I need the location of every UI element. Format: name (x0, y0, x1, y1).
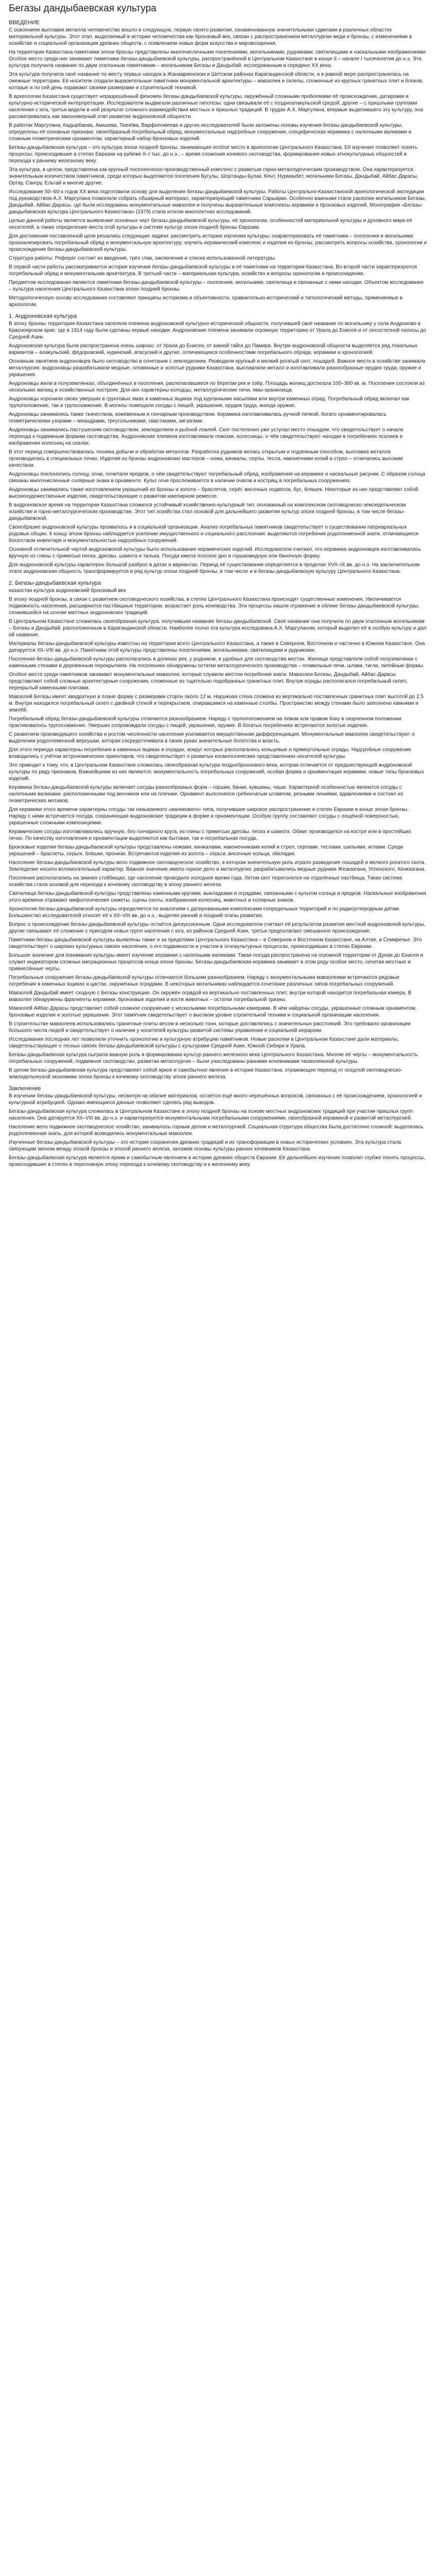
document-section (9, 921, 427, 1019)
paragraph: Поселения бегазы-дандыбаевской культуры располагались в долинах рек, у родников, в удобных для скотоводства местах. Жилища представляли собой полуземлянки с каменными стенами и деревянным перекрытием. На поселениях обнаружены остатки металлургического производства – плавильные печи, шлаки, тигли, литейные формы. (9, 656, 425, 669)
paragraph: Своеобразие андроновской культуры проявилось и в социальной организации. Анализ погребальных памятников свидетельствует о существовании патриархальных родовых общин. К концу эпохи бронзы наблюдается усиление имущественного и социального расслоения: выделяются погребения родоплеменной знати, отличающиеся богатством инвентаря и монументальностью надгробных сооружений. (9, 524, 418, 544)
paragraph: Население бегазы-дандыбаевской культуры вело подвижное скотоводческое хозяйство, в котором значительную роль играло разведение лошадей и мелкого рогатого скота. Земледелие носило вспомогательный характер. Важное значение имело горное дело и металлургия: разрабатывались медные рудники Жезказгана, Успенского, Кенказгана. (9, 860, 426, 872)
paragraph: Бегазы-дандыбаевская культура сыграла важную роль в формировании культур раннего железного века Центрального Казахстана. Многие её черты – монументальность погребальных сооружений, подвижное скотоводство, развитая металлургия – были унаследованы ранними кочевниками тасмолинской культуры. (9, 1052, 418, 1064)
document-section (9, 784, 427, 919)
paragraph: Население вело подвижное скотоводческое хозяйство, занималось горным делом и металлургией. Социальная структура общества была достаточно сложной: выделялась родоплеменная знать, для которой возводились монументальные мавзолеи. (9, 1124, 424, 1137)
paragraph: Андроновцы хоронили своих умерших в грунтовых ямах и каменных ящиках под курганными насыпями или внутри каменных оград. Погребальный обряд включал как трупоположение, так и трупосожжение. В могилы помещали сосуды с пищей, украшения, орудия труда, иногда оружие. (9, 396, 410, 409)
paragraph: Погребальный обряд бегазы-дандыбаевской культуры отличается разнообразием. Наряду с трупоположением на левом или правом боку в скорченном положении практиковалось трупосожжение. Умерших сопровождали сосуды с пищей, украшения, оружие. В богатых погребениях встречаются золотые изделия. (9, 716, 402, 728)
paragraph: Целью данной работы является выявление основных черт бегазы-дандыбаевской культуры, её хронологии, особенностей материальной культуры и духовного мира её носителей, а также определение места этой культуры в системе культур эпохи поздней бронзы Евразии. (9, 218, 412, 230)
paragraph: Большое значение для понимания культуры имеет изучение керамики с налепными валиками. Такая посуда распространена на огромной территории от Дуная до Енисея и служит индикатором сложных миграционных процессов конца эпохи бронзы. Бегазы-дандыбаевская керамика занимает в этом ряду особое место, сочетая местные и привнесённые черты. (9, 953, 423, 972)
paragraph: Андроновцы занимались пастушеским скотоводством, земледелием и рыбной ловлей. Скот постепенно уже уступал место лошадям, что свидетельствует о начале перехода к подвижным формам скотоводства. Андроновские племена изготавливали повозки, колесницы, о чём свидетельствуют находки в погребениях псалиев и изображения колесниц на скалах. (9, 427, 404, 446)
paragraph: Бегазы-дандыбаевская культура является ярким и самобытным явлением в истории древних обществ Евразии. Её дальнейшее изучение позволит глубже понять процессы, происходившие в степях в переломную эпоху перехода к кочевому скотоводству и к железному веку. (9, 1155, 425, 1167)
paragraph: Исследование 50–60-х годов XX века подготовили основу для выделения бегазы-дандыбаевской культуры. Работы Центрально-Казахстанской археологической экспедиции под руководством А.Х. Маргулана позволили собрать обширный материал, характеризующий памятники Сарыарки. Особенно важными стали раскопки могильников Бегазы, Дандыбай, Айбас-Дарасы, где были исследованы монументальные мавзолеи и получены выразительные комплексы керамики и бронзовых изделий. Монография «Бегазы-дандыбаевская культура Центрального Казахстана» (1979) стала итогом многолетних исследований. (9, 189, 426, 215)
paragraph: В изучении бегазы-дандыбаевской культуры, несмотря на обилие материалов, остаётся ещё много нерешённых вопросов, связанных с её происхождением, хронологией и культурной атрибуцией. Однако имеющиеся данные позволяют сделать ряд выводов. (9, 1093, 422, 1106)
paragraph: Вопрос о происхождении бегазы-дандыбаевской культуры остаётся дискуссионным. Одни исследователи считают её результатом развития местной андроновской культуры, другие связывают её сложение с приходом новых групп населения с юга, из районов Средней Азии, третьи предполагают смешанное происхождение. (9, 922, 426, 934)
paragraph: Методологическую основу исследования составляют принципы историзма и объективности, сравнительно-исторический и типологический методы, применяемые в археологии. (9, 295, 403, 308)
paragraph: В андроновское время на территории Казахстана сложился устойчивый хозяйственно-культурный тип, основанный на комплексном скотоводческо-земледельческом хозяйстве и горно-металлургическом производстве. Этот тип хозяйства стал основой для дальнейшего развития культур эпохи поздней бронзы, в том числе бегазы-дандыбаевской. (9, 502, 406, 521)
paragraph: С освоением выплавки металла человечество вошло в следующую, первую своего развития, ознаменованную значительными сдвигами в различных областях материальной культуры. Этот этап, выделяемый в истории человечества как бронзовый век, связан с распространением металлургии меди и бронзы, с изменениями в хозяйстве и социальной организации древних обществ, с появлением новых форм искусства и мировоззрения. (9, 27, 412, 46)
paragraph: На территории Казахстана памятники эпохи бронзы представлены многочисленными поселениями, могильниками, рудниками, святилищами и наскальными изображениями. Особое место среди них занимают памятники бегазы-дандыбаевской культуры, распространённой в Центральном Казахстане в конце II – начале I тысячелетия до н.э. Эта культура получила название по двум эталонным памятникам – могильникам Бегазы и Дандыбай, исследованным в середине XX века. (9, 49, 427, 69)
paragraph: Андроновцы поклонялись солнцу, огню, почитали предков, о чём свидетельствуют погребальный обряд, изображения на керамике и наскальные рисунки. С образом солнца связаны многочисленные солярные знаки в орнаменте. Культ огня прослеживается в наличии очагов и кострищ в погребальных сооружениях. (9, 471, 425, 484)
paragraph: В первой части работы рассматривается история изучения бегазы-дандыбаевской культуры и её памятники на территории Казахстана. Во второй части характеризуются погребальный обряд и монументальная архитектура. В третьей части – материальная культура, хозяйство и вопросы хронологии и происхождения. (9, 264, 417, 277)
paragraph: Эта культура, в целом, представлена как крупный поселенческо-производственный комплекс с развитым горно-металлургическим производством. Она характеризуется значительным количеством памятников, среди которых выделяются поселения Бугулы, Шортанды-Булак, Кент, Нурманбет, могильники Бегазы, Дандыбай, Айбас-Дарасы, Ортау, Сангру, Ельтай и многие другие. (9, 167, 418, 186)
paragraph: В целом бегазы-дандыбаевская культура представляет собой яркое и самобытное явление в истории Казахстана, отражающее переход от оседлой скотоводческо-земледельческой экономики эпохи бронзы к кочевому скотоводству эпохи раннего железа. (9, 1067, 403, 1080)
section-heading: 1. Андроновская культура (9, 313, 77, 319)
paragraph: В работах Маргулана, Кадырбаева, Акишева, Ткачёва, Варфоломеева и других исследователей были заложены основы изучения бегазы-дандыбаевской культуры, определены её основные признаки: своеобразный погребальный обряд, монументальные надгробные сооружения, специфическая керамика с налепными валиками и сложным геометрическим орнаментом, характерный набор бронзовых изделий. (9, 123, 412, 142)
paragraph: Это приводит к тому, что, в Центральном Казахстане сложилась своеобразная культура позднебронзового века, которая отличается от предшествующей андроновской культуры по ряду признаков. Важнейшими из них являются: монументальность погребальных сооружений, особая форма и орнаментация керамики, новые типы бронзовых изделий. (9, 762, 424, 782)
paragraph: Бегазы-дандыбаевская культура – это культура эпохи поздней бронзы, занимающая особое место в археологии Центрального Казахстана. Её изучение позволяет понять процессы, происходившие в степях Евразии на рубеже II–I тыс. до н.э., – время сложения кочевого скотоводства, формирования новых этнокультурных общностей и перехода к раннему железному веку. (9, 145, 417, 164)
paragraph: Эта культура получила своё название по месту первых находок в Жанааркинском и Шетском районах Карагандинской области, и в равной мере распространялась на смежные территории. Её носители создали выразительные памятники монументальной архитектуры – мавзолеи и склепы, сложенные из крупных гранитных плит и блоков, которые и по сей день поражают своими размерами и строительной техникой. (9, 72, 424, 91)
paragraph: Поселения располагались на зимних стойбищах, где население проводило холодное время года. Летом скот перегонялся на отдалённые пастбища. Такая система хозяйства стала основой для перехода к кочевому скотоводству в эпоху раннего железа. (9, 875, 403, 888)
paragraph: Погребальные сооружения бегазы-дандыбаевской культуры отличаются большим разнообразием. Наряду с монументальными мавзолеями встречаются рядовые погребения в каменных ящиках и цистах, окружённых оградами. В некоторых могильниках наблюдается сочетание различных типов погребальных сооружений. (9, 975, 400, 987)
paragraph: Андроновцы занимались также изготовлением украшений из бронзы и золота – браслетов, серёг, височных подвесок, бус, бляшек. Некоторые из них представляют собой высокохудожественные изделия, свидетельствующие о развитом ювелирном ремесле. (9, 487, 418, 499)
paragraph: Особое место среди памятников занимают монументальные мавзолеи, которые служили местом погребения знати. Мавзолеи Бегазы, Дандыбай, Айбас-Дарасы представляют собой сложные архитектурные сооружения, сложенные из тщательно подобранных гранитных плит. Внутри ограды располагался погребальный склеп, перекрытый каменными плитами. (9, 672, 408, 691)
document-section (9, 427, 427, 544)
paragraph: Для достижения поставленной цели решались следующие задачи: рассмотреть историю изучения культуры; охарактеризовать её памятники – поселения и могильники; проанализировать погребальный обряд и монументальную архитектуру; изучить керамический комплекс и изделия из бронзы; рассмотреть вопросы хозяйства, хронологии и происхождения бегазы-дандыбаевской культуры. (9, 233, 427, 252)
document-section (9, 580, 427, 782)
paragraph: Для этого периода характерны погребения в каменных ящиках и оградах, вокруг которых располагались кольцевые и прямоугольные ограды. Надгробные сооружения возводились с учётом астрономических ориентиров, что свидетельствует о развитых космологических представлениях носителей культуры. (9, 747, 411, 759)
document-section (9, 546, 427, 575)
document-title: Бегазы дандыбаевская культура (9, 3, 156, 14)
document-section (9, 1021, 427, 1080)
document-body (9, 20, 427, 1168)
paragraph: Основной отличительной чертой андроновской культуры было использование керамических изделий. Исследователи считают, что керамика андроновцев изготавливалась вручную из глины с примесью песка, дресвы, шамота и талька. Посуда имела плоское дно и горшковидную или баночную форму. (9, 547, 421, 559)
paragraph: Мавзолей Дандыбай имеет сходную с Бегазы конструкцию. Он окружён оградой из вертикально поставленных плит, внутри которой находится погребальная камера. В мавзолее обнаружены фрагменты керамики, бронзовые изделия и кости животных – остатки погребальной тризны. (9, 990, 412, 1003)
document-section (9, 189, 427, 308)
section-heading: 2. Бегазы-дандыбаевская культура (9, 580, 101, 586)
paragraph: Для керамики этого времени характерны сосуды так называемого «валикового» типа, получившие широкое распространение в степях Евразии в конце эпохи бронзы. Наряду с ними встречается посуда, сохраняющая андроновские традиции в форме и орнаментации. Особую группу составляют сосуды с лощёной поверхностью, украшенные сложными композициями. (9, 807, 409, 826)
document-section (9, 1086, 427, 1168)
paragraph: В эпоху бронзы территория Казахстана заселяли племена андроновской культурно-исторической общности, получившей своё название по могильнику у села Андроново в Красноярском крае, где в 1914 году были сделаны первые находки. Андроновские племена занимали огромную территорию от Урала до Енисея и от лесостепной полосы до Средней Азии. (9, 321, 426, 340)
paragraph: Андроновцы занимались также ткачеством, кожевенным и гончарным производством. Керамика изготавливалась ручной лепкой, богато орнаментировалась геометрическими узорами – меандрами, треугольниками, свастиками, зигзагами. (9, 412, 387, 424)
paragraph: Основным занятием андроновцев было скотоводство в сочетании с земледелием. Разводили крупный и мелкий рогатый скот, лошадей. Важное место в хозяйстве занимала металлургия: андроновцы разрабатывали медные, оловянные и золотые рудники Казахстана, выплавляли металл и изготавливали разнообразные орудия труда, оружие и украшения. (9, 359, 425, 378)
paragraph: В этот период совершенствовалась техника добычи и обработки металлов. Разработка рудников велась открытым и подземным способом, выплавка металла производилась в специальных печах. Изделия из бронзы андроновских мастеров – ножи, кинжалы, серпы, тесла, наконечники копий и стрел – отличались высоким качеством. (9, 449, 403, 468)
paragraph: В эпоху поздней бронзы, в связи с развитием скотоводческого хозяйства, в степях Центрального Казахстана происходят существенные изменения. Увеличивается подвижность населения, расширяются пастбищные территории, возрастает роль коневодства. Эти процессы нашли отражение в облике бегазы-дандыбаевской культуры, сложившейся на основе местных андроновских традиций. (9, 597, 420, 616)
paragraph: Андроновцы жили в полуземлянках, объединённых в поселения, располагавшиеся по берегам рек и озёр. Площадь жилищ достигала 100–300 кв. м. Поселения состояли из нескольких жилищ и хозяйственных построек. Для них характерны колодцы, металлургические печи, ямы-хранилища. (9, 381, 425, 393)
document-page (0, 0, 436, 1180)
paragraph: Для андроновской культуры характерен большой разброс в датах и вариантах. Период её существования определяется в пределах XVII–IX вв. до н.э. На заключительном этапе андроновская общность трансформируется в ряд культур эпохи поздней бронзы, в том числе и в бегазы-дандыбаевскую культуру Центрального Казахстана. (9, 562, 420, 574)
paragraph: Материалы бегазы-дандыбаевской культуры известны на территории всего Центрального Казахстана, а также в Северном, Восточном и частично в Южном Казахстане. Она датируется XII–VIII вв. до н.э. Памятники этой культуры представлены поселениями, могильниками, святилищами и рудниками. (9, 641, 425, 653)
document-section (9, 313, 427, 425)
paragraph: Структура работы. Реферат состоит из введения, трёх глав, заключения и списка использованной литературы. (9, 256, 276, 261)
section-heading: Заключение (9, 1086, 41, 1092)
paragraph: Бегазы-дандыбаевская культура сложилась в Центральном Казахстане в эпоху поздней бронзы на основе местных андроновских традиций при участии пришлых групп населения. Она датируется XII–VIII вв. до н.э. и характеризуется монументальными погребальными сооружениями, своеобразной керамикой и развитой металлургией. (9, 1109, 413, 1121)
paragraph: В строительстве мавзолеев использовались гранитные плиты весом в несколько тонн, которые доставлялись с значительных расстояний. Это требовало организации большого числа людей и свидетельствует о наличии у носителей культуры развитой системы управления и социальной иерархии. (9, 1021, 411, 1033)
paragraph: казахстан культура андроновский бронзовый век (9, 588, 126, 594)
paragraph: С развитием производящего хозяйства и ростом численности населения усиливается имущественная дифференциация. Монументальные мавзолеи свидетельствуют о выделении родоплеменной верхушки, которая сосредоточивала в своих руках значительные богатства и власть. (9, 732, 415, 744)
document-section (9, 20, 427, 187)
paragraph: Предметом исследования являются памятники бегазы-дандыбаевской культуры – поселения, могильники, святилища и связанные с ними находки. Объектом исследования – культура населения Центрального Казахстана эпохи поздней бронзы. (9, 280, 424, 292)
section-heading: ВВЕДЕНИЕ (9, 20, 40, 26)
paragraph: Памятники бегазы-дандыбаевской культуры выявлены также и за пределами Центрального Казахстана – в Северном и Восточном Казахстане, на Алтае, в Семиречье. Это свидетельствует о широких культурных связях населения, о его подвижности и участии в этнокультурных процессах, происходивших в степях Евразии. (9, 937, 422, 950)
paragraph: Исследования последних лет позволили уточнить хронологию и культурную атрибуцию памятников. Новые раскопки в Центральном Казахстане дали материалы, свидетельствующие о тесных связях бегазы-дандыбаевской культуры с культурами Средней Азии, Южной Сибири и Урала. (9, 1037, 399, 1049)
paragraph: Мавзолей Бегазы имеет квадратную в плане форму с размерами сторон около 12 м. Наружная стена сложена из вертикально поставленных гранитных плит высотой до 2,5 м. Внутри находился погребальный склеп с двойной стеной и перекрытием, опиравшимся на каменные столбы. Пространство между стенами было заполнено камнями и землёй. (9, 694, 424, 713)
paragraph: Мавзолей Айбас-Дарасы представляет собой сложное сооружение с несколькими погребальными камерами. В нём найдены сосуды, украшенные сложным орнаментом, бронзовые изделия и золотые украшения. Этот памятник свидетельствует о высоком уровне строительной техники и социальной организации населения. (9, 1006, 417, 1018)
paragraph: Керамические сосуды изготавливались вручную, без гончарного круга, из глины с примесью дресвы, песка и шамота. Обжиг производился на костре или в простейших печах. По качеству изготовления и орнаментации выделяются как бытовая, так и погребальная посуда. (9, 829, 411, 841)
paragraph: Святилища бегазы-дандыбаевской культуры представлены каменными кругами, выкладками и оградами, связанными с культом солнца и предков. Наскальные изображения этого времени отражают мифологические сюжеты, сцены охоты, изображения колесниц, животных и солярных знаков. (9, 891, 426, 903)
paragraph: В археологии Казахстана существует неразрешённый феномен бегазы-дандыбаевской культуры, окружённый сложными проблемами её происхождения, датировки и культурно-исторической интерпретации. Исследователи выдвигали различные гипотезы: одни связывали её с позднеалакульской средой, другие – с пришлыми группами населения с юга, третьи видели в ней результат сложного взаимодействия местных и пришлых традиций. В трудах А.Х. Маргулана, впервые выделившего эту культуру, она рассматривалась как закономерный этап развития андроновской общности. (9, 94, 423, 120)
paragraph: Андроновская культура была распространена очень широко: от Урала до Енисея, от южной тайги до Памира. Внутри андроновской общности выделяется ряд локальных вариантов – алакульский, фёдоровский, нуринский, атасуский и другие, отличающихся особенностями погребального обряда, керамики и хронологией. (9, 343, 418, 355)
paragraph: Изученные бегазы-дандыбаевской культуры – это история сохранения древних традиций и их трансформации в новых исторических условиях. Эта культура стала связующим звеном между эпохой бронзы и эпохой раннего железа, заложив основы культуры ранних кочевников Казахстана. (9, 1140, 401, 1152)
paragraph: Хронология бегазы-дандыбаевской культуры определяется по аналогиям с датированными комплексами сопредельных территорий и по радиоуглеродным датам. Большинство исследователей относят её к XII–VIII вв. до н.э., выделяя ранний и поздний этапы развития. (9, 906, 400, 919)
paragraph: В Центральном Казахстане сложилась своеобразная культура, получившая название бегазы-дандыбаевской. Своё название она получила по двум эталонным могильникам – Бегазы и Дандыбай, расположенным в Карагандинской области. Наиболее полно эта культура исследована А.Х. Маргуланом, который выделил её в особую культуру и дал ей название. (9, 619, 427, 638)
paragraph: Бронзовые изделия бегазы-дандыбаевской культуры представлены ножами, кинжалами, наконечниками копий и стрел, серпами, теслами, шильями, иглами. Среди украшений – браслеты, серьги, бляшки, пронизи. Встречаются изделия из золота – серьги, височные кольца, обкладки. (9, 844, 403, 857)
paragraph: Керамика бегазы-дандыбаевской культуры включает сосуды разнообразных форм – горшки, банки, кувшины, чаши. Характерной особенностью являются сосуды с налепными валиками, расположенными под венчиком или на плечике. Орнамент выполнялся гребенчатым штампом, резными линиями, вдавлениями и состоял из геометрических мотивов. (9, 785, 403, 804)
